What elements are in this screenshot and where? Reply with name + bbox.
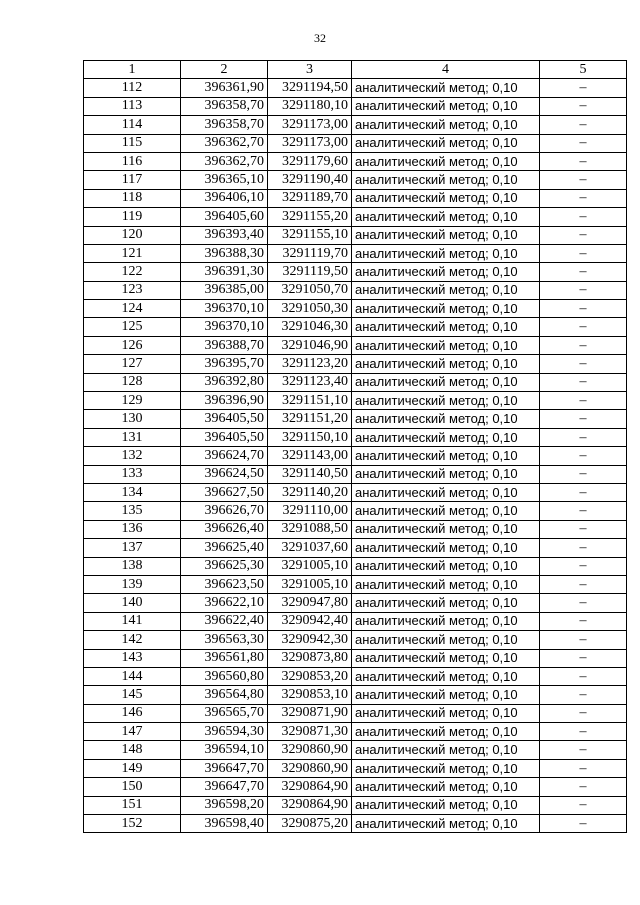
x-coordinate-cell: 396362,70: [181, 152, 268, 170]
method-accuracy-cell: аналитический метод; 0,10: [352, 612, 540, 630]
point-number-cell: 124: [84, 300, 181, 318]
note-cell: –: [540, 723, 627, 741]
column-header-1: 1: [84, 61, 181, 79]
x-coordinate-cell: 396626,40: [181, 520, 268, 538]
table-row: [84, 796, 627, 814]
point-number-cell: 113: [84, 97, 181, 115]
point-number-cell: 147: [84, 723, 181, 741]
note-cell: –: [540, 373, 627, 391]
method-accuracy-cell: аналитический метод; 0,10: [352, 336, 540, 354]
y-coordinate-cell: 3291150,10: [268, 428, 352, 446]
y-coordinate-cell: 3290942,40: [268, 612, 352, 630]
point-number-cell: 144: [84, 667, 181, 685]
y-coordinate-cell: 3291110,00: [268, 502, 352, 520]
point-number-cell: 140: [84, 594, 181, 612]
note-cell: –: [540, 539, 627, 557]
method-accuracy-cell: аналитический метод; 0,10: [352, 502, 540, 520]
table-row: [84, 631, 627, 649]
method-accuracy-cell: аналитический метод; 0,10: [352, 373, 540, 391]
note-cell: –: [540, 116, 627, 134]
method-accuracy-cell: аналитический метод; 0,10: [352, 575, 540, 593]
note-cell: –: [540, 704, 627, 722]
y-coordinate-cell: 3291088,50: [268, 520, 352, 538]
y-coordinate-cell: 3291190,40: [268, 171, 352, 189]
x-coordinate-cell: 396370,10: [181, 300, 268, 318]
x-coordinate-cell: 396358,70: [181, 116, 268, 134]
y-coordinate-cell: 3291194,50: [268, 79, 352, 97]
note-cell: –: [540, 152, 627, 170]
y-coordinate-cell: 3291119,70: [268, 244, 352, 262]
y-coordinate-cell: 3291050,30: [268, 300, 352, 318]
table-row: [84, 502, 627, 520]
table-row: [84, 667, 627, 685]
method-accuracy-cell: аналитический метод; 0,10: [352, 741, 540, 759]
method-accuracy-cell: аналитический метод; 0,10: [352, 97, 540, 115]
table-row: [84, 575, 627, 593]
x-coordinate-cell: 396393,40: [181, 226, 268, 244]
method-accuracy-cell: аналитический метод; 0,10: [352, 355, 540, 373]
method-accuracy-cell: аналитический метод; 0,10: [352, 428, 540, 446]
point-number-cell: 146: [84, 704, 181, 722]
note-cell: –: [540, 594, 627, 612]
method-accuracy-cell: аналитический метод; 0,10: [352, 520, 540, 538]
x-coordinate-cell: 396626,70: [181, 502, 268, 520]
table-row: [84, 373, 627, 391]
y-coordinate-cell: 3291173,00: [268, 116, 352, 134]
point-number-cell: 148: [84, 741, 181, 759]
y-coordinate-cell: 3290871,90: [268, 704, 352, 722]
note-cell: –: [540, 392, 627, 410]
point-number-cell: 136: [84, 520, 181, 538]
y-coordinate-cell: 3290864,90: [268, 796, 352, 814]
x-coordinate-cell: 396385,00: [181, 281, 268, 299]
note-cell: –: [540, 612, 627, 630]
point-number-cell: 139: [84, 575, 181, 593]
coordinates-table: [83, 60, 627, 833]
point-number-cell: 152: [84, 815, 181, 833]
note-cell: –: [540, 631, 627, 649]
column-header-5: 5: [540, 61, 627, 79]
method-accuracy-cell: аналитический метод; 0,10: [352, 447, 540, 465]
point-number-cell: 149: [84, 759, 181, 777]
point-number-cell: 141: [84, 612, 181, 630]
note-cell: –: [540, 649, 627, 667]
y-coordinate-cell: 3291119,50: [268, 263, 352, 281]
method-accuracy-cell: аналитический метод; 0,10: [352, 152, 540, 170]
method-accuracy-cell: аналитический метод; 0,10: [352, 594, 540, 612]
x-coordinate-cell: 396564,80: [181, 686, 268, 704]
x-coordinate-cell: 396395,70: [181, 355, 268, 373]
table-row: [84, 318, 627, 336]
method-accuracy-cell: аналитический метод; 0,10: [352, 281, 540, 299]
point-number-cell: 116: [84, 152, 181, 170]
point-number-cell: 135: [84, 502, 181, 520]
note-cell: –: [540, 189, 627, 207]
method-accuracy-cell: аналитический метод; 0,10: [352, 815, 540, 833]
table-row: [84, 686, 627, 704]
table-row: [84, 226, 627, 244]
table-row: [84, 539, 627, 557]
method-accuracy-cell: аналитический метод; 0,10: [352, 649, 540, 667]
x-coordinate-cell: 396624,50: [181, 465, 268, 483]
note-cell: –: [540, 520, 627, 538]
method-accuracy-cell: аналитический метод; 0,10: [352, 392, 540, 410]
point-number-cell: 121: [84, 244, 181, 262]
table-row: [84, 244, 627, 262]
x-coordinate-cell: 396647,70: [181, 778, 268, 796]
y-coordinate-cell: 3291155,20: [268, 208, 352, 226]
note-cell: –: [540, 741, 627, 759]
method-accuracy-cell: аналитический метод; 0,10: [352, 723, 540, 741]
x-coordinate-cell: 396565,70: [181, 704, 268, 722]
table-row: [84, 355, 627, 373]
x-coordinate-cell: 396561,80: [181, 649, 268, 667]
method-accuracy-cell: аналитический метод; 0,10: [352, 171, 540, 189]
note-cell: –: [540, 796, 627, 814]
x-coordinate-cell: 396622,40: [181, 612, 268, 630]
table-row: [84, 410, 627, 428]
method-accuracy-cell: аналитический метод; 0,10: [352, 631, 540, 649]
method-accuracy-cell: аналитический метод; 0,10: [352, 79, 540, 97]
method-accuracy-cell: аналитический метод; 0,10: [352, 189, 540, 207]
note-cell: –: [540, 79, 627, 97]
note-cell: –: [540, 557, 627, 575]
method-accuracy-cell: аналитический метод; 0,10: [352, 465, 540, 483]
point-number-cell: 117: [84, 171, 181, 189]
table-row: [84, 465, 627, 483]
x-coordinate-cell: 396563,30: [181, 631, 268, 649]
method-accuracy-cell: аналитический метод; 0,10: [352, 667, 540, 685]
note-cell: –: [540, 410, 627, 428]
point-number-cell: 142: [84, 631, 181, 649]
method-accuracy-cell: аналитический метод; 0,10: [352, 318, 540, 336]
y-coordinate-cell: 3291037,60: [268, 539, 352, 557]
point-number-cell: 114: [84, 116, 181, 134]
note-cell: –: [540, 465, 627, 483]
table-row: [84, 704, 627, 722]
y-coordinate-cell: 3291143,00: [268, 447, 352, 465]
y-coordinate-cell: 3291189,70: [268, 189, 352, 207]
x-coordinate-cell: 396388,30: [181, 244, 268, 262]
x-coordinate-cell: 396358,70: [181, 97, 268, 115]
table-row: [84, 281, 627, 299]
method-accuracy-cell: аналитический метод; 0,10: [352, 759, 540, 777]
y-coordinate-cell: 3291155,10: [268, 226, 352, 244]
method-accuracy-cell: аналитический метод; 0,10: [352, 557, 540, 575]
note-cell: –: [540, 281, 627, 299]
y-coordinate-cell: 3290875,20: [268, 815, 352, 833]
point-number-cell: 143: [84, 649, 181, 667]
point-number-cell: 118: [84, 189, 181, 207]
method-accuracy-cell: аналитический метод; 0,10: [352, 539, 540, 557]
table-row: [84, 778, 627, 796]
table-row: [84, 392, 627, 410]
point-number-cell: 130: [84, 410, 181, 428]
table-row: [84, 116, 627, 134]
y-coordinate-cell: 3291151,10: [268, 392, 352, 410]
point-number-cell: 122: [84, 263, 181, 281]
x-coordinate-cell: 396361,90: [181, 79, 268, 97]
x-coordinate-cell: 396406,10: [181, 189, 268, 207]
x-coordinate-cell: 396625,30: [181, 557, 268, 575]
table-row: [84, 759, 627, 777]
y-coordinate-cell: 3290860,90: [268, 759, 352, 777]
column-header-4: 4: [352, 61, 540, 79]
note-cell: –: [540, 447, 627, 465]
x-coordinate-cell: 396647,70: [181, 759, 268, 777]
method-accuracy-cell: аналитический метод; 0,10: [352, 300, 540, 318]
point-number-cell: 145: [84, 686, 181, 704]
note-cell: –: [540, 244, 627, 262]
table-row: [84, 263, 627, 281]
table-row: [84, 520, 627, 538]
note-cell: –: [540, 778, 627, 796]
note-cell: –: [540, 336, 627, 354]
table-row: [84, 723, 627, 741]
note-cell: –: [540, 355, 627, 373]
x-coordinate-cell: 396365,10: [181, 171, 268, 189]
method-accuracy-cell: аналитический метод; 0,10: [352, 778, 540, 796]
method-accuracy-cell: аналитический метод; 0,10: [352, 226, 540, 244]
method-accuracy-cell: аналитический метод; 0,10: [352, 686, 540, 704]
point-number-cell: 123: [84, 281, 181, 299]
note-cell: –: [540, 208, 627, 226]
note-cell: –: [540, 686, 627, 704]
y-coordinate-cell: 3291179,60: [268, 152, 352, 170]
point-number-cell: 127: [84, 355, 181, 373]
point-number-cell: 112: [84, 79, 181, 97]
note-cell: –: [540, 502, 627, 520]
point-number-cell: 132: [84, 447, 181, 465]
point-number-cell: 126: [84, 336, 181, 354]
table-body: [84, 79, 627, 833]
method-accuracy-cell: аналитический метод; 0,10: [352, 796, 540, 814]
y-coordinate-cell: 3291180,10: [268, 97, 352, 115]
y-coordinate-cell: 3290860,90: [268, 741, 352, 759]
y-coordinate-cell: 3291140,50: [268, 465, 352, 483]
note-cell: –: [540, 300, 627, 318]
note-cell: –: [540, 97, 627, 115]
note-cell: –: [540, 759, 627, 777]
table-row: [84, 336, 627, 354]
point-number-cell: 151: [84, 796, 181, 814]
x-coordinate-cell: 396362,70: [181, 134, 268, 152]
point-number-cell: 133: [84, 465, 181, 483]
x-coordinate-cell: 396560,80: [181, 667, 268, 685]
y-coordinate-cell: 3291005,10: [268, 557, 352, 575]
point-number-cell: 150: [84, 778, 181, 796]
table-row: [84, 300, 627, 318]
y-coordinate-cell: 3291123,20: [268, 355, 352, 373]
x-coordinate-cell: 396405,50: [181, 428, 268, 446]
note-cell: –: [540, 575, 627, 593]
note-cell: –: [540, 226, 627, 244]
table-row: [84, 171, 627, 189]
x-coordinate-cell: 396392,80: [181, 373, 268, 391]
column-header-3: 3: [268, 61, 352, 79]
table-row: [84, 741, 627, 759]
note-cell: –: [540, 483, 627, 501]
note-cell: –: [540, 134, 627, 152]
y-coordinate-cell: 3291123,40: [268, 373, 352, 391]
x-coordinate-cell: 396623,50: [181, 575, 268, 593]
method-accuracy-cell: аналитический метод; 0,10: [352, 208, 540, 226]
table-row: [84, 97, 627, 115]
table-header-row: [84, 61, 627, 79]
table-row: [84, 79, 627, 97]
point-number-cell: 138: [84, 557, 181, 575]
table-row: [84, 428, 627, 446]
note-cell: –: [540, 171, 627, 189]
table-row: [84, 152, 627, 170]
y-coordinate-cell: 3291140,20: [268, 483, 352, 501]
y-coordinate-cell: 3291046,90: [268, 336, 352, 354]
x-coordinate-cell: 396594,30: [181, 723, 268, 741]
x-coordinate-cell: 396370,10: [181, 318, 268, 336]
table-row: [84, 815, 627, 833]
point-number-cell: 131: [84, 428, 181, 446]
table-row: [84, 594, 627, 612]
method-accuracy-cell: аналитический метод; 0,10: [352, 116, 540, 134]
note-cell: –: [540, 428, 627, 446]
table-row: [84, 557, 627, 575]
note-cell: –: [540, 667, 627, 685]
point-number-cell: 115: [84, 134, 181, 152]
y-coordinate-cell: 3290864,90: [268, 778, 352, 796]
point-number-cell: 137: [84, 539, 181, 557]
page-number: 32: [314, 31, 326, 45]
point-number-cell: 125: [84, 318, 181, 336]
y-coordinate-cell: 3291151,20: [268, 410, 352, 428]
table-row: [84, 649, 627, 667]
point-number-cell: 134: [84, 483, 181, 501]
method-accuracy-cell: аналитический метод; 0,10: [352, 704, 540, 722]
y-coordinate-cell: 3291050,70: [268, 281, 352, 299]
x-coordinate-cell: 396627,50: [181, 483, 268, 501]
x-coordinate-cell: 396391,30: [181, 263, 268, 281]
x-coordinate-cell: 396405,60: [181, 208, 268, 226]
point-number-cell: 119: [84, 208, 181, 226]
y-coordinate-cell: 3290853,10: [268, 686, 352, 704]
note-cell: –: [540, 318, 627, 336]
y-coordinate-cell: 3290947,80: [268, 594, 352, 612]
y-coordinate-cell: 3291173,00: [268, 134, 352, 152]
method-accuracy-cell: аналитический метод; 0,10: [352, 134, 540, 152]
y-coordinate-cell: 3290873,80: [268, 649, 352, 667]
x-coordinate-cell: 396625,40: [181, 539, 268, 557]
x-coordinate-cell: 396396,90: [181, 392, 268, 410]
x-coordinate-cell: 396622,10: [181, 594, 268, 612]
table-row: [84, 483, 627, 501]
method-accuracy-cell: аналитический метод; 0,10: [352, 263, 540, 281]
y-coordinate-cell: 3290853,20: [268, 667, 352, 685]
column-header-2: 2: [181, 61, 268, 79]
x-coordinate-cell: 396594,10: [181, 741, 268, 759]
method-accuracy-cell: аналитический метод; 0,10: [352, 410, 540, 428]
table-row: [84, 134, 627, 152]
x-coordinate-cell: 396388,70: [181, 336, 268, 354]
x-coordinate-cell: 396624,70: [181, 447, 268, 465]
note-cell: –: [540, 815, 627, 833]
table-row: [84, 612, 627, 630]
y-coordinate-cell: 3290942,30: [268, 631, 352, 649]
y-coordinate-cell: 3291046,30: [268, 318, 352, 336]
table-row: [84, 447, 627, 465]
point-number-cell: 128: [84, 373, 181, 391]
method-accuracy-cell: аналитический метод; 0,10: [352, 244, 540, 262]
y-coordinate-cell: 3291005,10: [268, 575, 352, 593]
table-row: [84, 189, 627, 207]
x-coordinate-cell: 396598,40: [181, 815, 268, 833]
note-cell: –: [540, 263, 627, 281]
point-number-cell: 120: [84, 226, 181, 244]
y-coordinate-cell: 3290871,30: [268, 723, 352, 741]
point-number-cell: 129: [84, 392, 181, 410]
table-row: [84, 208, 627, 226]
x-coordinate-cell: 396598,20: [181, 796, 268, 814]
method-accuracy-cell: аналитический метод; 0,10: [352, 483, 540, 501]
x-coordinate-cell: 396405,50: [181, 410, 268, 428]
